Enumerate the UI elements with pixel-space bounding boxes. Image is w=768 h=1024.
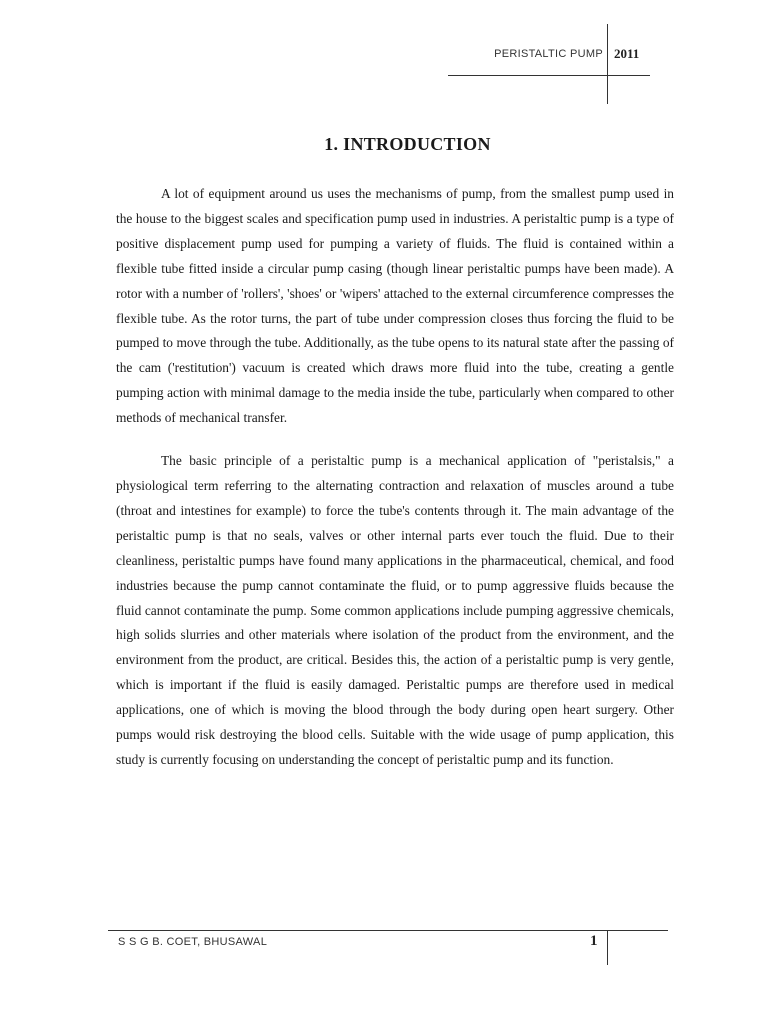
header-horizontal-rule (448, 75, 650, 76)
paragraph-2: The basic principle of a peristaltic pump is a mechanical application of "peristalsis," a physiological term referring to the alternating contraction and relaxation of muscles around a tube (throat and intestines for example) to force the tube's contents through it. The main advantage of the peristaltic pump is that no seals, valves or other internal parts ever touch the fluid. Due to their cleanliness, peristaltic pumps have found many applications in the pharmaceutical, chemical, and food industries because the pump cannot contaminate the fluid, or to pump aggressive fluids because the fluid cannot contaminate the pump. Some common applications include pumping aggressive chemicals, high solids slurries and other materials where isolation of the product from the environment, and the environment from the product, are critical. Besides this, the action of a peristaltic pump is very gentle, which is important if the fluid is easily damaged. Peristaltic pumps are therefore used in medical applications, one of which is moving the blood through the body during open heart surgery. Other pumps would risk destroying the blood cells. Suitable with the wide usage of pump application, this study is currently focusing on understanding the concept of peristaltic pump and its function. (116, 453, 674, 767)
header-document-title: PERISTALTIC PUMP (494, 48, 603, 60)
footer-institution: S S G B. COET, BHUSAWAL (118, 936, 268, 948)
footer-vertical-rule (607, 930, 608, 965)
page-number: 1 (590, 933, 598, 949)
footer-horizontal-rule (108, 930, 668, 931)
paragraph-1: A lot of equipment around us uses the mechanisms of pump, from the smallest pump used in the house to the biggest scales and specification pump used in industries. A peristaltic pump is a type of positive displacement pump used for pumping a variety of fluids. The fluid is contained within a flexible tube fitted inside a circular pump casing (though linear peristaltic pumps have been made). A rotor with a number of 'rollers', 'shoes' or 'wipers' attached to the external circumference compresses the flexible tube. As the rotor turns, the part of tube under compression closes thus forcing the fluid to be pumped to move through the tube. Additionally, as the tube opens to its natural state after the passing of the cam ('restitution') vacuum is created which draws more fluid into the tube, creating a gentle pumping action with minimal damage to the media inside the tube, particularly when compared to other methods of mechanical transfer. (116, 186, 674, 426)
header-year: 2011 (614, 46, 640, 61)
section-title: 1. INTRODUCTION (324, 134, 491, 154)
body-text (116, 182, 674, 773)
header-vertical-rule (607, 24, 608, 104)
